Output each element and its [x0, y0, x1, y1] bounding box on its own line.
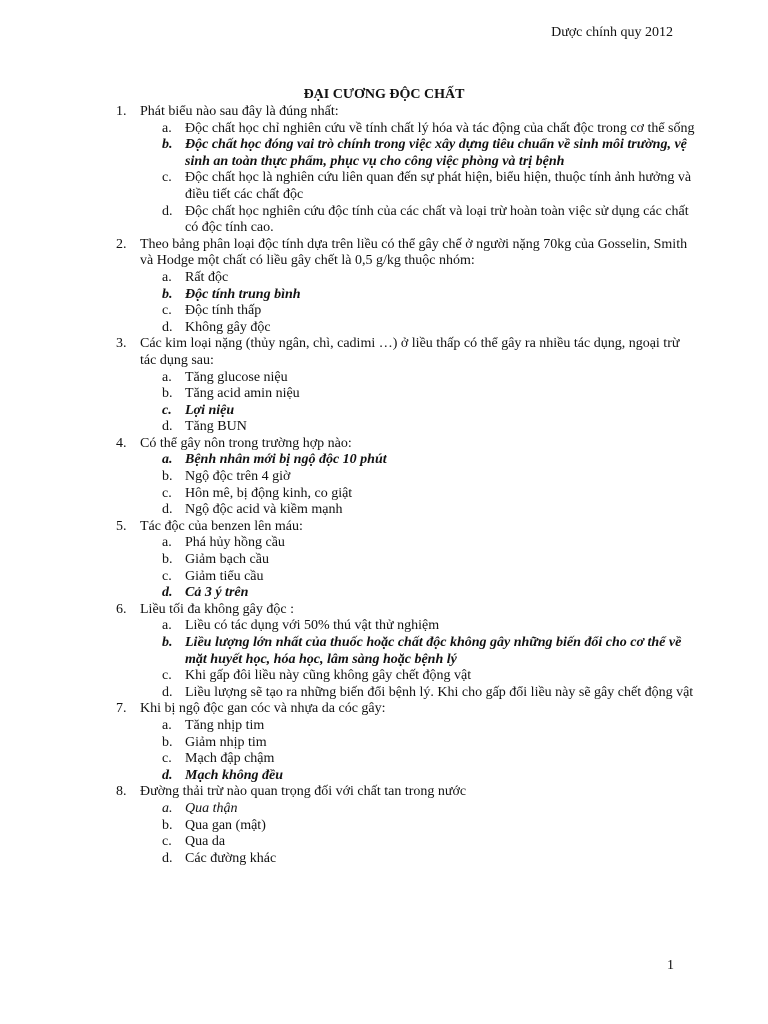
option-letter: c. — [162, 668, 172, 684]
option-text: Ngộ độc acid và kiềm mạnh — [185, 502, 343, 518]
option-text: Giảm nhịp tim — [185, 734, 267, 750]
option-letter: a. — [162, 120, 172, 136]
option-text: Độc tính thấp — [185, 303, 262, 319]
option-text: Qua gan (mật) — [185, 817, 266, 833]
option-letter: c. — [162, 485, 172, 501]
option-letter: b. — [162, 734, 173, 750]
answer-option — [162, 270, 696, 287]
option-text: Độc chất học chỉ nghiên cứu về tính chất lý hóa và tác động của chất độc trong cơ thể sống — [185, 120, 695, 136]
answer-option — [162, 818, 696, 835]
question-item — [116, 519, 696, 602]
option-text: Tăng acid amin niệu — [185, 386, 300, 402]
option-text: Độc chất học đóng vai trò chính trong việc xây dựng tiêu chuẩn về sinh môi trường, vệ sinh an toàn thực phẩm, phục vụ cho công việc phòng và trị bệnh — [185, 137, 687, 169]
answer-option — [162, 386, 696, 403]
option-text: Tăng glucose niệu — [185, 369, 288, 385]
question-text: Theo bảng phân loại độc tính dựa trên liều có thể gây chế ở người nặng 70kg của Gosselin, Smith và Hodge một chất có liều gây chết là 0,5 g/kg thuộc nhóm: — [140, 236, 688, 269]
option-text: Các đường khác — [185, 850, 277, 866]
option-text: Mạch không đều — [185, 767, 284, 783]
question-text: Tác độc của benzen lên máu: — [140, 518, 303, 534]
answer-option — [162, 685, 696, 702]
question-stem — [116, 784, 696, 801]
question-stem — [116, 519, 696, 536]
option-letter: a. — [162, 717, 172, 733]
option-text: Giảm bạch cầu — [185, 552, 269, 568]
answer-options — [116, 270, 696, 336]
question-item — [116, 784, 696, 867]
option-letter: a. — [162, 535, 172, 551]
question-text: Các kim loại nặng (thủy ngân, chì, cadimi …) ở liều thấp có thể gây ra nhiều tác dụng, ngoại trừ tác dụng sau: — [140, 336, 680, 368]
option-letter: a. — [162, 452, 173, 468]
answer-option — [162, 204, 696, 237]
answer-option — [162, 735, 696, 752]
question-number: 3. — [116, 336, 127, 352]
answer-option — [162, 668, 696, 685]
answer-option — [162, 137, 696, 170]
question-number: 5. — [116, 518, 127, 534]
option-letter: c. — [162, 303, 172, 319]
option-letter: b. — [162, 469, 173, 485]
question-list — [116, 104, 696, 867]
question-text: Khi bị ngộ độc gan cóc và nhựa da cóc gây: — [140, 701, 386, 717]
answer-options — [116, 618, 696, 701]
answer-option — [162, 635, 696, 668]
option-letter: c. — [162, 568, 172, 584]
question-number: 4. — [116, 435, 127, 451]
option-text: Bệnh nhân mới bị ngộ độc 10 phút — [185, 452, 387, 468]
answer-option — [162, 370, 696, 387]
option-letter: d. — [162, 502, 173, 518]
question-item — [116, 237, 696, 337]
answer-option — [162, 469, 696, 486]
document-header: Dược chính quy 2012 — [551, 25, 673, 40]
option-text: Hôn mê, bị động kinh, co giật — [185, 485, 353, 501]
answer-option — [162, 718, 696, 735]
option-letter: d. — [162, 203, 173, 219]
question-number: 1. — [116, 104, 127, 119]
question-stem — [116, 701, 696, 718]
option-letter: a. — [162, 800, 173, 816]
answer-options — [116, 370, 696, 436]
option-letter: c. — [162, 402, 172, 418]
answer-option — [162, 535, 696, 552]
question-stem — [116, 104, 696, 121]
answer-option — [162, 751, 696, 768]
answer-option — [162, 403, 696, 420]
answer-option — [162, 618, 696, 635]
question-text: Đường thải trừ nào quan trọng đối với chất tan trong nước — [140, 784, 467, 800]
option-letter: a. — [162, 269, 172, 285]
option-letter: d. — [162, 684, 173, 700]
option-letter: c. — [162, 170, 172, 186]
answer-option — [162, 552, 696, 569]
question-text: Phát biểu nào sau đây là đúng nhất: — [140, 104, 339, 119]
option-letter: a. — [162, 369, 172, 385]
answer-option — [162, 486, 696, 503]
answer-option — [162, 801, 696, 818]
answer-option — [162, 585, 696, 602]
question-item — [116, 104, 696, 237]
option-letter: b. — [162, 286, 173, 302]
option-text: Rất độc — [185, 269, 229, 285]
question-stem — [116, 436, 696, 453]
document-title: ĐẠI CƯƠNG ĐỘC CHẤT — [303, 87, 465, 102]
option-letter: d. — [162, 419, 173, 435]
answer-option — [162, 768, 696, 785]
option-text: Cả 3 ý trên — [185, 585, 249, 601]
option-letter: b. — [162, 386, 173, 402]
option-letter: b. — [162, 817, 173, 833]
option-text: Tăng nhịp tim — [185, 717, 265, 733]
answer-option — [162, 170, 696, 203]
question-item — [116, 701, 696, 784]
answer-option — [162, 303, 696, 320]
option-text: Ngộ độc trên 4 giờ — [185, 469, 291, 485]
answer-option — [162, 320, 696, 337]
option-text: Độc tính trung bình — [185, 286, 301, 302]
question-number: 8. — [116, 784, 127, 800]
option-text: Độc chất học nghiên cứu độc tính của các chất và loại trừ hoàn toàn việc sử dụng các chất có độc tính cao. — [185, 203, 689, 236]
option-letter: d. — [162, 585, 173, 601]
option-text: Độc chất học là nghiên cứu liên quan đến sự phát hiện, biểu hiện, thuộc tính ảnh hưởng và điều tiết các chất độc — [185, 170, 692, 202]
option-text: Mạch đập chậm — [185, 751, 275, 767]
question-item — [116, 336, 696, 436]
option-letter: c. — [162, 834, 172, 850]
option-text: Qua thận — [185, 800, 238, 816]
answer-option — [162, 502, 696, 519]
question-stem — [116, 602, 696, 619]
option-text: Không gây độc — [185, 319, 271, 335]
option-text: Liều lượng sẽ tạo ra những biến đổi bệnh lý. Khi cho gấp đổi liều này sẽ gây chết động vật — [185, 684, 694, 700]
answer-options — [116, 535, 696, 601]
question-number: 7. — [116, 701, 127, 717]
option-text: Khi gấp đôi liều này cũng không gây chết động vật — [185, 668, 472, 684]
question-item — [116, 436, 696, 519]
option-letter: b. — [162, 552, 173, 568]
option-letter: d. — [162, 850, 173, 866]
page-number: 1 — [667, 958, 674, 974]
question-text: Liều tối đa không gây độc : — [140, 601, 294, 617]
question-stem — [116, 336, 696, 369]
option-text: Giảm tiểu cầu — [185, 568, 264, 584]
option-letter: d. — [162, 767, 173, 783]
answer-option — [162, 121, 696, 138]
answer-option — [162, 834, 696, 851]
option-letter: a. — [162, 618, 172, 634]
option-letter: d. — [162, 319, 173, 335]
option-letter: b. — [162, 635, 173, 650]
option-text: Tăng BUN — [185, 419, 247, 435]
question-text: Có thể gây nôn trong trường hợp nào: — [140, 435, 352, 451]
answer-option — [162, 287, 696, 304]
answer-options — [116, 452, 696, 518]
option-letter: b. — [162, 137, 173, 153]
answer-option — [162, 851, 696, 868]
question-stem — [116, 237, 696, 270]
answer-options — [116, 718, 696, 784]
question-item — [116, 602, 696, 702]
option-text: Liều lượng lớn nhất của thuốc hoặc chất độc không gây những biến đổi cho cơ thể về mặt huyết học, hóa học, lâm sàng hoặc bệnh lý — [185, 635, 682, 667]
answer-options — [116, 801, 696, 867]
option-text: Qua da — [185, 834, 226, 850]
option-letter: c. — [162, 751, 172, 767]
answer-option — [162, 569, 696, 586]
answer-options — [116, 121, 696, 237]
answer-option — [162, 452, 696, 469]
question-number: 6. — [116, 601, 127, 617]
option-text: Phá hủy hồng cầu — [185, 535, 285, 551]
answer-option — [162, 419, 696, 436]
option-text: Lợi niệu — [185, 402, 235, 418]
option-text: Liều có tác dụng với 50% thú vật thử nghiệm — [185, 618, 440, 634]
question-number: 2. — [116, 236, 127, 252]
